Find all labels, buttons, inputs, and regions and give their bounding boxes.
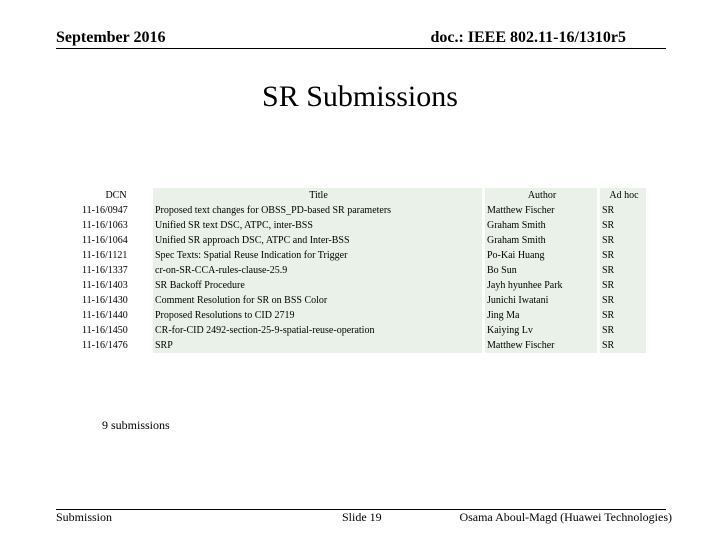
cell-title: CR-for-CID 2492-section-25-9-spatial-reuse-operation bbox=[153, 323, 482, 338]
cell-adhoc: SR bbox=[600, 203, 646, 218]
cell-adhoc: SR bbox=[600, 218, 646, 233]
slide-title: SR Submissions bbox=[262, 80, 458, 113]
cell-dcn: 11-16/1440 bbox=[80, 308, 150, 323]
table-row bbox=[80, 323, 646, 338]
table-row bbox=[80, 293, 646, 308]
cell-adhoc: SR bbox=[600, 293, 646, 308]
table-row bbox=[80, 248, 646, 263]
submission-count: 9 submissions bbox=[102, 418, 170, 432]
table-row bbox=[80, 218, 646, 233]
cell-title: Proposed Resolutions to CID 2719 bbox=[153, 308, 482, 323]
footer-slide-number: Slide 19 bbox=[342, 510, 382, 524]
column-header-title: Title bbox=[153, 188, 482, 203]
cell-adhoc: SR bbox=[600, 338, 646, 353]
column-header-dcn: DCN bbox=[80, 188, 150, 203]
header-date: September 2016 bbox=[56, 29, 166, 46]
cell-author: Jayh hyunhee Park bbox=[485, 278, 597, 293]
cell-author: Kaiying Lv bbox=[485, 323, 597, 338]
cell-title: SR Backoff Procedure bbox=[153, 278, 482, 293]
cell-title: Spec Texts: Spatial Reuse Indication for Trigger bbox=[153, 248, 482, 263]
table-row bbox=[80, 338, 646, 353]
table-row bbox=[80, 278, 646, 293]
table-header-row bbox=[80, 188, 646, 203]
cell-dcn: 11-16/0947 bbox=[80, 203, 150, 218]
table-row bbox=[80, 263, 646, 278]
footer-submission: Submission bbox=[56, 510, 113, 524]
cell-adhoc: SR bbox=[600, 278, 646, 293]
cell-adhoc: SR bbox=[600, 248, 646, 263]
cell-adhoc: SR bbox=[600, 323, 646, 338]
cell-dcn: 11-16/1064 bbox=[80, 233, 150, 248]
cell-author: Graham Smith bbox=[485, 233, 597, 248]
header-doc-id: doc.: IEEE 802.11-16/1310r5 bbox=[430, 29, 626, 46]
table-row bbox=[80, 233, 646, 248]
cell-author: Bo Sun bbox=[485, 263, 597, 278]
submissions-table bbox=[80, 188, 646, 353]
cell-title: Comment Resolution for SR on BSS Color bbox=[153, 293, 482, 308]
column-header-author: Author bbox=[485, 188, 597, 203]
cell-author: Matthew Fischer bbox=[485, 203, 597, 218]
cell-dcn: 11-16/1121 bbox=[80, 248, 150, 263]
cell-title: Unified SR text DSC, ATPC, inter-BSS bbox=[153, 218, 482, 233]
cell-title: SRP bbox=[153, 338, 482, 353]
cell-author: Po-Kai Huang bbox=[485, 248, 597, 263]
cell-adhoc: SR bbox=[600, 308, 646, 323]
cell-dcn: 11-16/1450 bbox=[80, 323, 150, 338]
footer-author: Osama Aboul-Magd (Huawei Technologies) bbox=[459, 510, 672, 524]
cell-author: Junichi Iwatani bbox=[485, 293, 597, 308]
cell-title: Proposed text changes for OBSS_PD-based SR parameters bbox=[153, 203, 482, 218]
cell-author: Jing Ma bbox=[485, 308, 597, 323]
cell-author: Matthew Fischer bbox=[485, 338, 597, 353]
table-row bbox=[80, 308, 646, 323]
cell-dcn: 11-16/1476 bbox=[80, 338, 150, 353]
cell-title: Unified SR approach DSC, ATPC and Inter-BSS bbox=[153, 233, 482, 248]
cell-adhoc: SR bbox=[600, 233, 646, 248]
cell-title: cr-on-SR-CCA-rules-clause-25.9 bbox=[153, 263, 482, 278]
cell-dcn: 11-16/1403 bbox=[80, 278, 150, 293]
cell-dcn: 11-16/1430 bbox=[80, 293, 150, 308]
table-row bbox=[80, 203, 646, 218]
cell-author: Graham Smith bbox=[485, 218, 597, 233]
cell-dcn: 11-16/1063 bbox=[80, 218, 150, 233]
column-header-adhoc: Ad hoc bbox=[600, 188, 646, 203]
cell-adhoc: SR bbox=[600, 263, 646, 278]
cell-dcn: 11-16/1337 bbox=[80, 263, 150, 278]
header-divider bbox=[56, 48, 666, 49]
